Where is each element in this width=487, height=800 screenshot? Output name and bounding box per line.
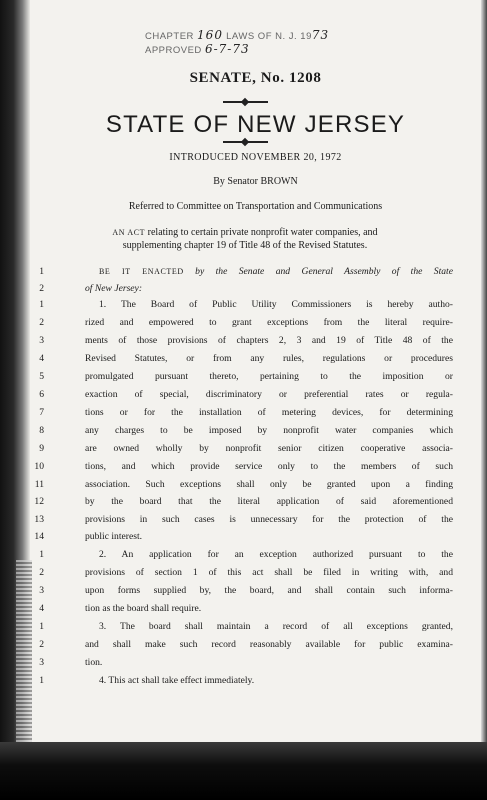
state-title: STATE OF NEW JERSEY xyxy=(105,111,406,138)
bill-line xyxy=(39,675,453,687)
act-title-text: relating to certain private nonprofit water companies, and xyxy=(145,227,378,238)
line-number: 1 xyxy=(39,675,44,686)
line-number: 6 xyxy=(39,389,44,400)
line-text: by the board that the literal application of said aforementioned xyxy=(85,496,453,507)
line-text: public interest. xyxy=(85,531,143,542)
line-number: 7 xyxy=(39,407,44,418)
bill-line xyxy=(39,353,453,365)
stamp-laws-label: LAWS OF N. J. 19 xyxy=(226,31,312,42)
line-text: are owned wholly by nonprofit senior citizen cooperative associa- xyxy=(85,443,453,454)
enacting-clause-lead: BE IT ENACTED xyxy=(99,267,184,276)
ornament-divider xyxy=(223,101,268,103)
bill-line xyxy=(39,585,453,597)
line-text: provisions of section 1 of this act shall be filed in writing with, and xyxy=(85,567,453,578)
ornament-divider xyxy=(223,141,268,143)
bill-line xyxy=(39,299,453,311)
line-number: 13 xyxy=(34,514,44,525)
bill-number: SENATE, No. 1208 xyxy=(189,70,322,86)
bill-line xyxy=(34,514,453,526)
stamp-chapter-number: 160 xyxy=(197,28,223,42)
line-text: by the Senate and General Assembly of the State xyxy=(183,266,453,277)
line-number: 2 xyxy=(39,567,44,578)
line-text: tions or for the installation of metering devices, for determining xyxy=(85,407,453,418)
line-number: 9 xyxy=(39,443,44,454)
line-text: promulgated pursuant thereto, pertaining to the imposition or xyxy=(85,371,453,382)
bill-line xyxy=(39,603,453,615)
line-number: 5 xyxy=(39,371,44,382)
line-text: tion as the board shall require. xyxy=(85,603,202,614)
line-number: 3 xyxy=(39,335,44,346)
act-title-lead: AN ACT xyxy=(112,228,146,237)
bill-line xyxy=(39,407,453,419)
introduced-date: INTRODUCED NOVEMBER 20, 1972 xyxy=(169,152,342,163)
bill-line xyxy=(39,335,453,347)
law-stamp xyxy=(145,28,345,56)
bill-line xyxy=(39,567,453,579)
bill-line xyxy=(39,639,453,651)
line-text: association. Such exceptions shall only be granted upon a finding xyxy=(85,479,453,490)
bill-line xyxy=(34,479,453,491)
line-number: 3 xyxy=(39,585,44,596)
line-number: 12 xyxy=(34,496,44,507)
bill-line xyxy=(39,425,453,437)
act-title xyxy=(100,226,390,252)
line-text: ments of those provisions of chapters 2, 3 and 19 of Title 48 of the xyxy=(85,335,453,346)
line-text: tions, and which provide service only to the members of such xyxy=(85,461,453,472)
line-text: provisions in such cases is unnecessary for the protection of the xyxy=(85,514,453,525)
line-text: any charges to be imposed by nonprofit water companies which xyxy=(85,425,453,436)
line-number: 1 xyxy=(39,299,44,310)
bill-line xyxy=(39,389,453,401)
scan-bottom-shadow xyxy=(0,742,487,800)
line-number: 1 xyxy=(39,266,44,277)
bill-line xyxy=(34,496,453,508)
line-number: 11 xyxy=(34,479,44,490)
bill-line xyxy=(39,549,453,561)
enacting-clause xyxy=(85,266,453,278)
line-number: 10 xyxy=(34,461,44,472)
stamp-approved-label: APPROVED xyxy=(145,45,202,56)
line-text: 3. The board shall maintain a record of all exceptions granted, xyxy=(99,621,453,632)
bill-line xyxy=(39,317,453,329)
line-text: of New Jersey: xyxy=(85,283,143,294)
bill-line xyxy=(39,443,453,455)
line-text: and shall make such record reasonably available for public examina- xyxy=(85,639,453,650)
bill-line xyxy=(34,461,453,473)
line-text: 2. An application for an exception authorized pursuant to the xyxy=(99,549,453,560)
line-number: 4 xyxy=(39,603,44,614)
line-number: 1 xyxy=(39,621,44,632)
line-number: 1 xyxy=(39,549,44,560)
stamp-chapter-label: CHAPTER xyxy=(145,31,194,42)
bill-line xyxy=(34,531,453,543)
line-text: 4. This act shall take effect immediately. xyxy=(99,675,255,686)
bill-line xyxy=(39,371,453,383)
line-number: 2 xyxy=(39,317,44,328)
line-number: 2 xyxy=(39,639,44,650)
bill-line xyxy=(39,621,453,633)
line-number: 14 xyxy=(34,531,44,542)
line-number: 3 xyxy=(39,657,44,668)
line-text: rized and empowered to grant exceptions from the literal require- xyxy=(85,317,453,328)
line-text: 1. The Board of Public Utility Commissioners is hereby autho- xyxy=(99,299,453,310)
sponsor: By Senator BROWN xyxy=(213,176,298,187)
scanned-page-right-edge xyxy=(481,0,487,800)
line-number: 2 xyxy=(39,283,44,294)
committee-referral: Referred to Committee on Transportation and Communications xyxy=(128,201,383,212)
line-text: exaction of special, discriminatory or preferential rates or regula- xyxy=(85,389,453,400)
bill-line xyxy=(39,266,453,278)
line-text: upon forms supplied by, the board, and shall contain such informa- xyxy=(85,585,453,596)
line-number: 4 xyxy=(39,353,44,364)
line-text: tion. xyxy=(85,657,103,668)
line-number: 8 xyxy=(39,425,44,436)
line-text: Revised Statutes, or from any rules, regulations or procedures xyxy=(85,353,453,364)
stamp-approved-date: 6-7-73 xyxy=(204,42,250,56)
bill-line xyxy=(39,657,453,669)
stamp-laws-year: 73 xyxy=(311,28,330,42)
bill-line xyxy=(39,283,453,295)
act-title-text: supplementing chapter 19 of Title 48 of the Revised Statutes. xyxy=(122,240,368,251)
